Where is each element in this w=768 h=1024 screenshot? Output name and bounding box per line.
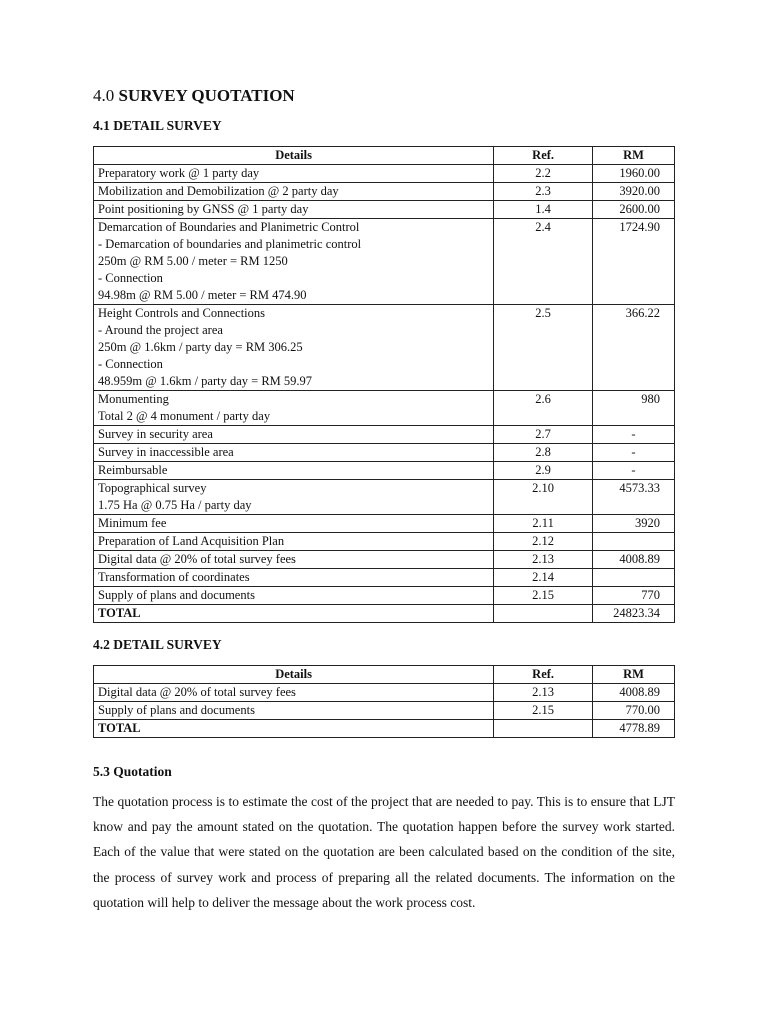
details-line: 250m @ 1.6km / party day = RM 306.25 <box>98 340 303 354</box>
details-line: Mobilization and Demobilization @ 2 party day <box>98 184 339 198</box>
table-row <box>94 305 675 391</box>
table-row <box>94 183 675 201</box>
quotation-paragraph: The quotation process is to estimate the cost of the project that are needed to pay. This is to ensure that LJT know and pay the amount stated on the quotation. The quotation happen before the survey work started. Each of the value that were stated on the quotation are been calculated based on the condition of the site, the process of survey work and process of preparing all the related documents. The information on the quotation will help to deliver the message about the work process cost. <box>93 794 675 910</box>
ref-cell: 2.9 <box>494 462 593 480</box>
detail-survey-table-2 <box>93 665 675 738</box>
amount-cell: 1724.90 <box>593 219 675 305</box>
details-cell <box>94 551 494 569</box>
details-line: Transformation of coordinates <box>98 570 250 584</box>
details-line: Point positioning by GNSS @ 1 party day <box>98 202 309 216</box>
table-row <box>94 533 675 551</box>
amount-cell <box>593 533 675 551</box>
amount-cell <box>593 569 675 587</box>
amount-cell: 2600.00 <box>593 201 675 219</box>
amount-cell: 4008.89 <box>593 551 675 569</box>
details-line: - Connection <box>98 271 163 285</box>
details-line: Reimbursable <box>98 463 168 477</box>
amount-cell: - <box>593 444 675 462</box>
table-row <box>94 462 675 480</box>
ref-cell: 2.14 <box>494 569 593 587</box>
table-row <box>94 480 675 515</box>
amount-cell: 3920.00 <box>593 183 675 201</box>
header-rm: RM <box>593 666 675 684</box>
details-line: Topographical survey <box>98 481 207 495</box>
details-line: 1.75 Ha @ 0.75 Ha / party day <box>98 498 252 512</box>
table-row <box>94 444 675 462</box>
details-line: Preparatory work @ 1 party day <box>98 166 260 180</box>
table-row <box>94 587 675 605</box>
details-line: Supply of plans and documents <box>98 703 255 717</box>
details-line: Demarcation of Boundaries and Planimetric Control <box>98 220 360 234</box>
details-line: - Connection <box>98 357 163 371</box>
amount-cell: - <box>593 426 675 444</box>
details-line: Height Controls and Connections <box>98 306 265 320</box>
details-cell <box>94 183 494 201</box>
table-row <box>94 165 675 183</box>
details-cell <box>94 462 494 480</box>
table-row <box>94 201 675 219</box>
details-line: Survey in inaccessible area <box>98 445 234 459</box>
header-details: Details <box>94 666 494 684</box>
details-cell <box>94 533 494 551</box>
details-line: Supply of plans and documents <box>98 588 255 602</box>
header-ref: Ref. <box>494 147 593 165</box>
details-cell <box>94 587 494 605</box>
details-cell <box>94 702 494 720</box>
total-amount: 24823.34 <box>593 605 675 623</box>
ref-cell: 2.13 <box>494 551 593 569</box>
table2-heading: 4.2 DETAIL SURVEY <box>93 637 222 652</box>
details-cell <box>94 684 494 702</box>
details-line: 250m @ RM 5.00 / meter = RM 1250 <box>98 254 288 268</box>
details-cell <box>94 391 494 426</box>
table-row <box>94 515 675 533</box>
amount-cell: - <box>593 462 675 480</box>
ref-cell: 2.15 <box>494 587 593 605</box>
ref-cell: 2.3 <box>494 183 593 201</box>
table-total-row <box>94 720 675 738</box>
table-row <box>94 702 675 720</box>
ref-cell: 2.6 <box>494 391 593 426</box>
details-cell <box>94 305 494 391</box>
details-line: Digital data @ 20% of total survey fees <box>98 685 296 699</box>
section-title <box>93 86 295 106</box>
amount-cell: 4008.89 <box>593 684 675 702</box>
details-line: Digital data @ 20% of total survey fees <box>98 552 296 566</box>
detail-survey-table-1 <box>93 146 675 623</box>
details-line: Total 2 @ 4 monument / party day <box>98 409 271 423</box>
details-cell <box>94 444 494 462</box>
table1-heading: 4.1 DETAIL SURVEY <box>93 118 222 133</box>
details-cell <box>94 219 494 305</box>
header-details: Details <box>94 147 494 165</box>
table-row <box>94 391 675 426</box>
table-header-row <box>94 666 675 684</box>
header-ref: Ref. <box>494 666 593 684</box>
table2-body <box>94 684 675 720</box>
total-ref <box>494 605 593 623</box>
table-total-row <box>94 605 675 623</box>
total-label: TOTAL <box>94 605 494 623</box>
details-cell <box>94 480 494 515</box>
amount-cell: 770 <box>593 587 675 605</box>
total-label: TOTAL <box>94 720 494 738</box>
ref-cell: 1.4 <box>494 201 593 219</box>
ref-cell: 2.12 <box>494 533 593 551</box>
amount-cell: 366.22 <box>593 305 675 391</box>
ref-cell: 2.11 <box>494 515 593 533</box>
ref-cell: 2.2 <box>494 165 593 183</box>
ref-cell: 2.8 <box>494 444 593 462</box>
amount-cell: 3920 <box>593 515 675 533</box>
total-amount: 4778.89 <box>593 720 675 738</box>
table-row <box>94 551 675 569</box>
amount-cell: 980 <box>593 391 675 426</box>
ref-cell: 2.13 <box>494 684 593 702</box>
ref-cell: 2.5 <box>494 305 593 391</box>
section-title-text: SURVEY QUOTATION <box>118 86 295 105</box>
details-cell <box>94 426 494 444</box>
details-line: 94.98m @ RM 5.00 / meter = RM 474.90 <box>98 288 307 302</box>
table-row <box>94 219 675 305</box>
details-cell <box>94 165 494 183</box>
details-cell <box>94 201 494 219</box>
ref-cell: 2.10 <box>494 480 593 515</box>
details-line: Survey in security area <box>98 427 213 441</box>
quotation-heading: 5.3 Quotation <box>93 764 172 779</box>
details-line: Monumenting <box>98 392 169 406</box>
details-line: - Around the project area <box>98 323 223 337</box>
total-ref <box>494 720 593 738</box>
section-title-number: 4.0 <box>93 86 115 105</box>
amount-cell: 4573.33 <box>593 480 675 515</box>
details-line: Preparation of Land Acquisition Plan <box>98 534 285 548</box>
table-row <box>94 684 675 702</box>
ref-cell: 2.4 <box>494 219 593 305</box>
amount-cell: 1960.00 <box>593 165 675 183</box>
amount-cell: 770.00 <box>593 702 675 720</box>
details-line: - Demarcation of boundaries and planimetric control <box>98 237 362 251</box>
details-cell <box>94 569 494 587</box>
table-row <box>94 569 675 587</box>
header-rm: RM <box>593 147 675 165</box>
table-header-row <box>94 147 675 165</box>
ref-cell: 2.7 <box>494 426 593 444</box>
table-row <box>94 426 675 444</box>
table1-body <box>94 165 675 605</box>
details-line: 48.959m @ 1.6km / party day = RM 59.97 <box>98 374 313 388</box>
details-line: Minimum fee <box>98 516 167 530</box>
details-cell <box>94 515 494 533</box>
ref-cell: 2.15 <box>494 702 593 720</box>
